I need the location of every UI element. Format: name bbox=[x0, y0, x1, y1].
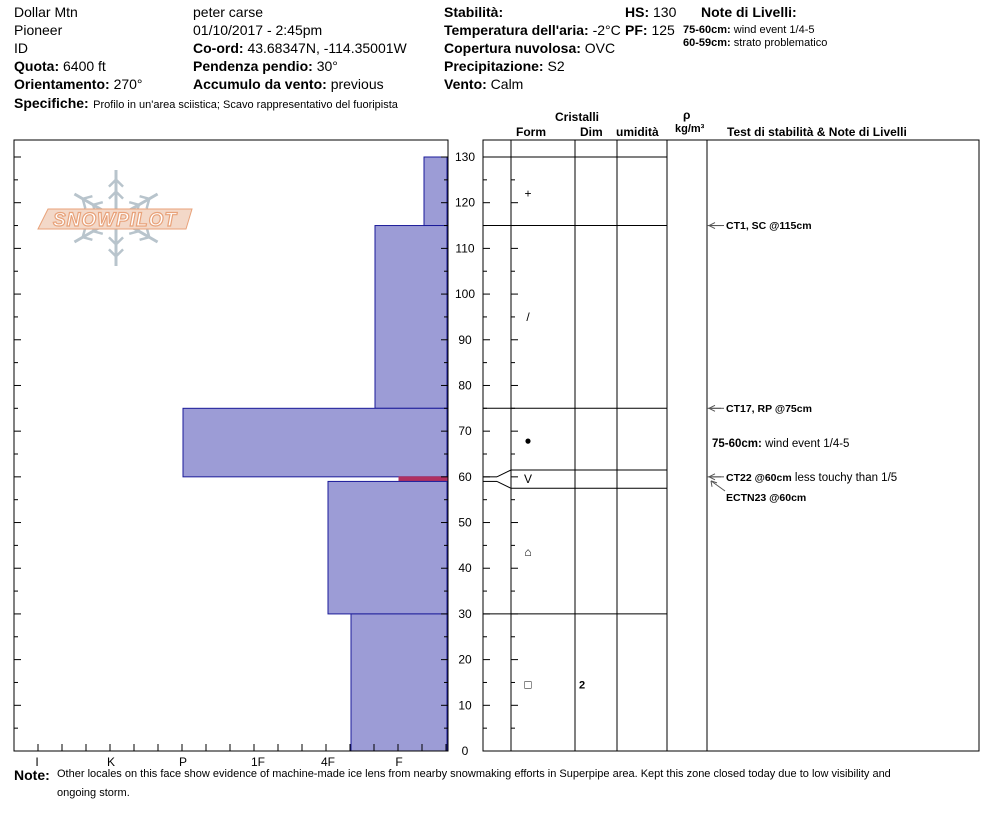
coords-label: Co-ord: bbox=[193, 40, 244, 56]
grain-form-symbol: ⌂ bbox=[524, 545, 532, 560]
depth-tick-label: 100 bbox=[454, 287, 476, 302]
depth-tick-label: 90 bbox=[458, 332, 472, 347]
precip-value: S2 bbox=[547, 58, 565, 74]
elevation-label: Quota: bbox=[14, 58, 60, 74]
snowflake-branch bbox=[93, 202, 103, 205]
snowflake-branch bbox=[83, 237, 93, 240]
slope-label: Pendenza pendio: bbox=[193, 58, 313, 74]
layer-note-range: 75-60cm: bbox=[683, 24, 731, 36]
cloud-value: OVC bbox=[584, 40, 616, 56]
depth-tick-label: 80 bbox=[458, 378, 472, 393]
hardness-bar bbox=[375, 226, 447, 409]
size-header: Dim bbox=[580, 125, 603, 139]
boundary-connector bbox=[497, 470, 511, 477]
stability-test-label: ECTN23 @60cm bbox=[726, 492, 807, 504]
logo-text: SNOWPILOT bbox=[52, 210, 178, 231]
footer-note-line2: ongoing storm. bbox=[57, 787, 130, 799]
hardness-bars bbox=[183, 157, 447, 751]
tests-header: Test di stabilità & Note di Livelli bbox=[727, 125, 907, 139]
rho-header: ρ bbox=[683, 108, 691, 122]
hardness-bar bbox=[424, 157, 447, 226]
layer-note-range: 60-59cm: bbox=[683, 37, 731, 49]
air-temp-value: -2°C bbox=[592, 22, 621, 38]
hs-label: HS: bbox=[625, 4, 650, 20]
snowflake-branch bbox=[129, 202, 139, 205]
depth-tick-label: 130 bbox=[454, 150, 476, 164]
moisture-header: umidità bbox=[616, 125, 659, 139]
pf-value: 125 bbox=[651, 22, 675, 38]
snowflake-branch bbox=[83, 196, 93, 199]
grain-form-symbol: V bbox=[523, 472, 533, 487]
stability-test-label: CT17, RP @75cm bbox=[726, 403, 812, 415]
specifics-label: Specifiche: bbox=[14, 95, 89, 111]
problem-layer-bar bbox=[399, 477, 447, 482]
hardness-tick-label: I bbox=[35, 755, 39, 769]
depth-tick-label: 120 bbox=[454, 195, 476, 210]
datetime: 01/10/2017 - 2:45pm bbox=[193, 22, 323, 38]
hardness-tick-label: 4F bbox=[320, 755, 336, 769]
slope-value: 30° bbox=[316, 58, 338, 74]
stability-test-label: CT1, SC @115cm bbox=[726, 220, 812, 232]
depth-tick-label: 20 bbox=[458, 652, 472, 667]
depth-tick-label: 0 bbox=[461, 744, 469, 758]
wind-value: Calm bbox=[490, 76, 524, 92]
boundary-connector bbox=[497, 481, 511, 488]
hs-value: 130 bbox=[653, 4, 677, 20]
area: Pioneer bbox=[14, 22, 63, 38]
hardness-tick-label: K bbox=[106, 755, 116, 769]
aspect-label: Orientamento: bbox=[14, 76, 110, 92]
coords-value: 43.68347N, -114.35001W bbox=[247, 40, 407, 56]
snowflake-branch bbox=[140, 196, 150, 199]
grain-form-symbol: ● bbox=[524, 433, 532, 448]
snowflake-branch bbox=[93, 231, 103, 234]
precip-label: Precipitazione: bbox=[444, 58, 544, 74]
grain-form-symbol: □ bbox=[524, 677, 532, 692]
id-label: ID bbox=[14, 40, 28, 56]
depth-tick-label: 50 bbox=[458, 515, 472, 530]
depth-tick-label: 110 bbox=[455, 241, 475, 256]
layer-note-in-column: 75-60cm: wind event 1/4-5 bbox=[712, 438, 850, 450]
wind-loading-value: previous bbox=[330, 76, 384, 92]
snowflake-branch bbox=[129, 231, 139, 234]
hardness-bar bbox=[183, 408, 447, 477]
location: Dollar Mtn bbox=[14, 4, 78, 20]
grain-form-symbols bbox=[524, 187, 585, 692]
form-header: Form bbox=[516, 125, 546, 139]
layer-note-text: strato problematico bbox=[733, 37, 828, 49]
stability-tests bbox=[709, 220, 897, 504]
hardness-bar bbox=[328, 481, 447, 614]
wind-loading-label: Accumulo da vento: bbox=[193, 76, 327, 92]
aspect-value: 270° bbox=[113, 76, 143, 92]
stability-label: Stabilità: bbox=[444, 4, 504, 20]
depth-tick-label: 30 bbox=[458, 606, 472, 621]
density-unit-header: kg/m³ bbox=[675, 123, 705, 135]
depth-tick-label: 70 bbox=[458, 424, 472, 439]
grain-form-symbol: / bbox=[526, 309, 530, 324]
air-temp-label: Temperatura dell'aria: bbox=[444, 22, 589, 38]
grain-size-label: 2 bbox=[578, 679, 586, 692]
snowpilot-logo bbox=[38, 170, 192, 266]
depth-tick-label: 10 bbox=[458, 698, 472, 713]
depth-tick-label: 40 bbox=[458, 561, 472, 576]
note-label: Note: bbox=[14, 767, 50, 783]
pf-label: PF: bbox=[625, 22, 648, 38]
footer-note-line1: Other locales on this face show evidence of machine-made ice lens from nearby snowmaking efforts in Superpipe area. Kept this zone closed today due to low visibility and bbox=[57, 768, 891, 780]
stability-test-label: CT22 @60cm less touchy than 1/5 bbox=[726, 472, 898, 484]
hardness-tick-label: 1F bbox=[250, 755, 266, 769]
elevation-value: 6400 ft bbox=[63, 58, 106, 74]
layer-note-text: wind event 1/4-5 bbox=[733, 24, 815, 36]
specifics-value: Profilo in un'area sciistica; Scavo rappresentativo del fuoripista bbox=[93, 99, 398, 111]
layer-notes-title: Note di Livelli: bbox=[701, 4, 797, 20]
depth-tick-label: 60 bbox=[458, 469, 472, 484]
footer-note-row bbox=[14, 768, 50, 784]
hardness-bar bbox=[351, 614, 447, 751]
crystals-header: Cristalli bbox=[555, 110, 600, 124]
layer-boundaries bbox=[483, 157, 721, 614]
cloud-label: Copertura nuvolosa: bbox=[444, 40, 581, 56]
wind-label: Vento: bbox=[444, 76, 487, 92]
test-arrow bbox=[711, 481, 725, 491]
observer: peter carse bbox=[193, 4, 264, 20]
snowflake-branch bbox=[140, 237, 150, 240]
hardness-tick-label: F bbox=[395, 755, 403, 769]
hardness-tick-label: P bbox=[178, 755, 188, 769]
grain-form-symbol: + bbox=[524, 186, 532, 201]
